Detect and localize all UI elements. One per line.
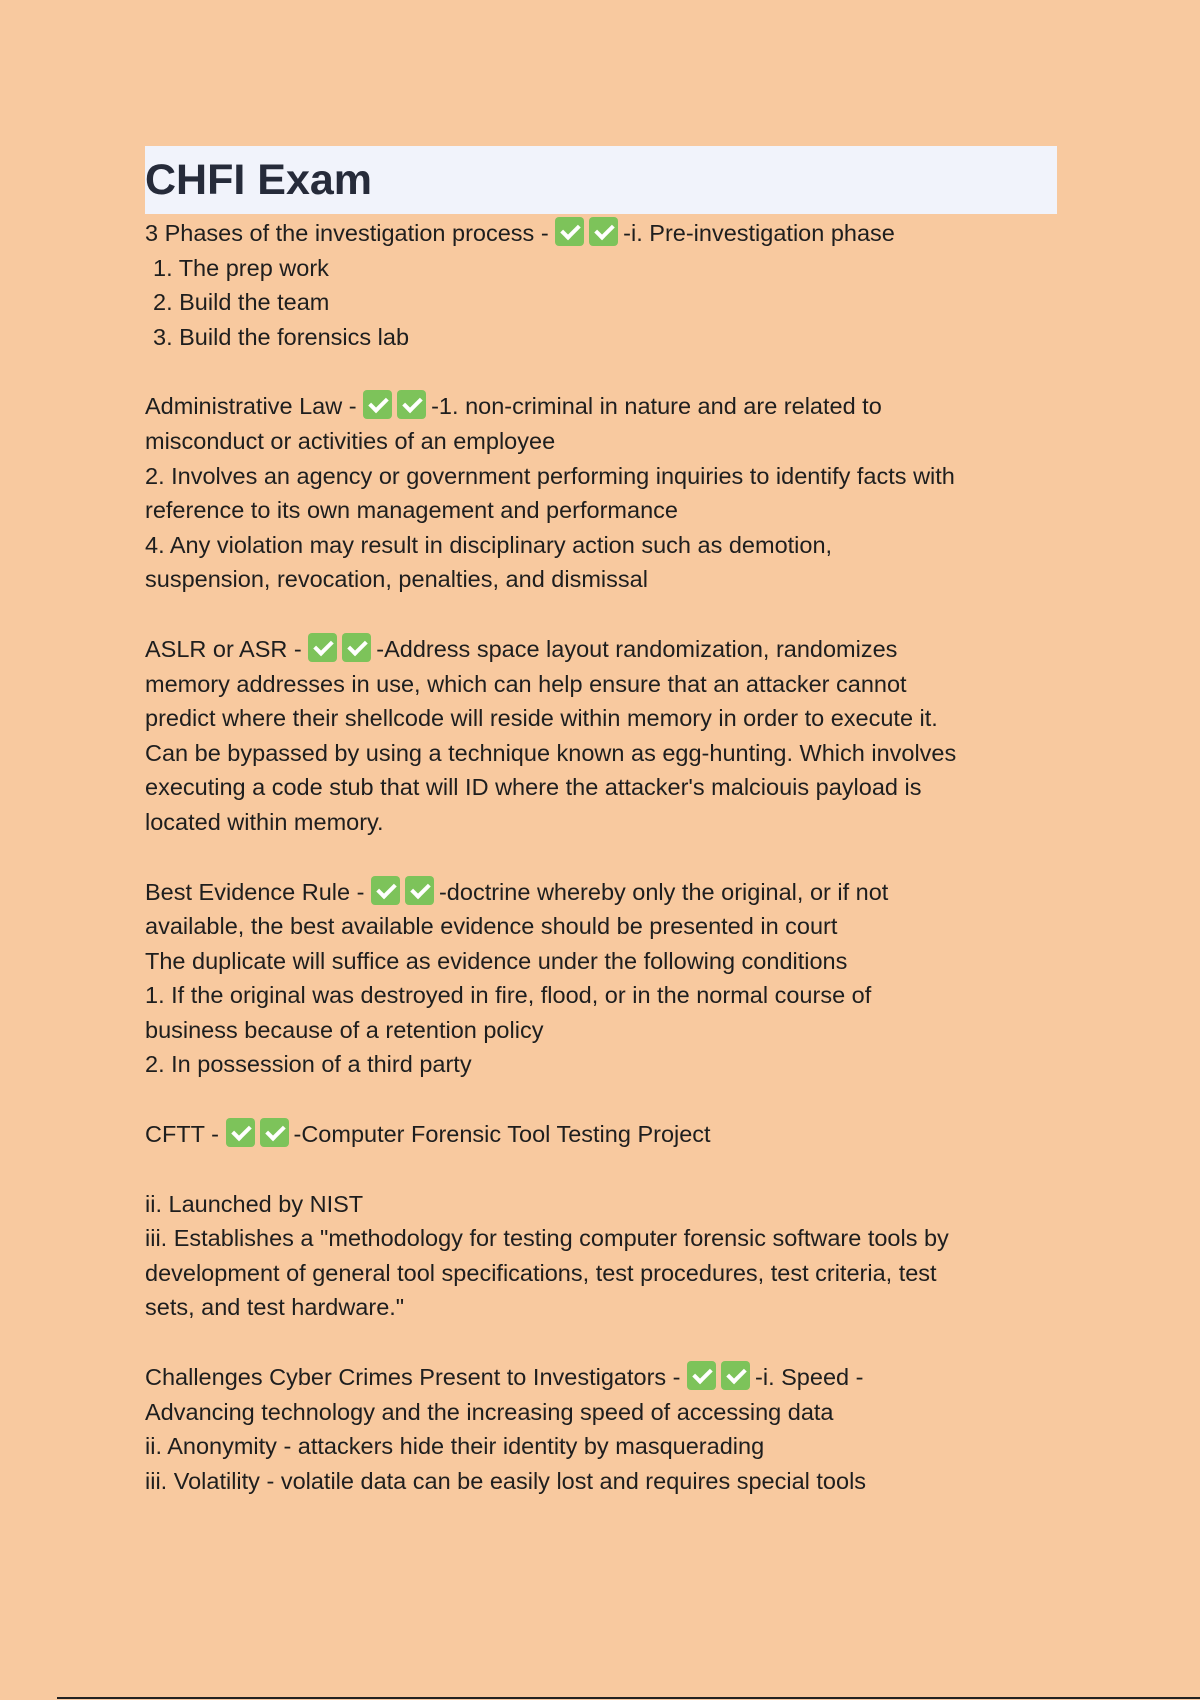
entry-line: ii. Launched by NIST bbox=[145, 1190, 364, 1217]
check-mark-icon bbox=[397, 390, 426, 419]
entry-line: 1. If the original was destroyed in fire, flood, or in the normal course of bbox=[145, 982, 872, 1009]
entry-first-line bbox=[145, 875, 1057, 910]
entry-line: 4. Any violation may result in disciplinary action such as demotion, bbox=[145, 531, 833, 558]
entry-line: available, the best available evidence should be presented in court bbox=[145, 913, 838, 940]
check-mark-icon bbox=[260, 1118, 289, 1147]
flashcard-entry bbox=[145, 1117, 1057, 1152]
entry-term: 3 Phases of the investigation process - bbox=[145, 220, 556, 246]
entry-line: ii. Anonymity - attackers hide their identity by masquerading bbox=[145, 1433, 765, 1460]
entry-line: reference to its own management and performance bbox=[145, 497, 678, 524]
flashcard-entry bbox=[145, 632, 1057, 840]
entry-line: Can be bypassed by using a technique known as egg-hunting. Which involves bbox=[145, 739, 957, 766]
entry-definition-start: -i. Pre-investigation phase bbox=[623, 220, 895, 246]
entry-line: misconduct or activities of an employee bbox=[145, 427, 556, 454]
document-body bbox=[145, 146, 1057, 1533]
entry-line: sets, and test hardware." bbox=[145, 1294, 405, 1321]
entry-line: business because of a retention policy bbox=[145, 1016, 544, 1043]
entry-term: ASLR or ASR - bbox=[145, 635, 309, 662]
entry-line: Advancing technology and the increasing speed of accessing data bbox=[145, 1398, 834, 1425]
entry-definition-start: -i. Speed - bbox=[755, 1364, 864, 1391]
entry-line: 2. Involves an agency or government performing inquiries to identify facts with bbox=[145, 462, 955, 489]
check-mark-icon bbox=[687, 1361, 716, 1390]
entry-line: memory addresses in use, which can help ensure that an attacker cannot bbox=[145, 670, 907, 697]
entry-first-line bbox=[145, 216, 1057, 251]
title-bar bbox=[145, 146, 1057, 214]
check-mark-icon bbox=[555, 217, 584, 246]
flashcard-entry bbox=[145, 1360, 1057, 1498]
entry-term: CFTT - bbox=[145, 1121, 226, 1148]
entry-definition-start: -1. non-criminal in nature and are related to bbox=[431, 393, 882, 420]
flashcard-entry bbox=[145, 216, 1057, 354]
entry-line: executing a code stub that will ID where the attacker's malciouis payload is bbox=[145, 774, 922, 801]
page-title: CHFI Exam bbox=[145, 155, 373, 204]
check-mark-icon bbox=[226, 1118, 255, 1147]
entry-first-line bbox=[145, 1360, 1057, 1395]
check-mark-icon bbox=[371, 876, 400, 905]
entry-line: The duplicate will suffice as evidence under the following conditions bbox=[145, 947, 848, 974]
entry-line: suspension, revocation, penalties, and dismissal bbox=[145, 566, 648, 593]
flashcard-entry bbox=[145, 389, 1057, 597]
check-mark-icon bbox=[589, 217, 618, 246]
check-mark-icon bbox=[721, 1361, 750, 1390]
entry-definition-start: -doctrine whereby only the original, or if not bbox=[438, 878, 889, 905]
entry-line: iii. Establishes a "methodology for testing computer forensic software tools by bbox=[145, 1225, 949, 1252]
entry-line: located within memory. bbox=[145, 808, 384, 835]
entry-line: predict where their shellcode will reside within memory in order to execute it. bbox=[145, 705, 938, 732]
entry-definition-start: -Address space layout randomization, randomizes bbox=[376, 635, 898, 662]
check-mark-icon bbox=[342, 633, 371, 662]
check-mark-icon bbox=[405, 876, 434, 905]
flashcard-entry-continuation bbox=[145, 1187, 1057, 1325]
entry-line: iii. Volatility - volatile data can be easily lost and requires special tools bbox=[145, 1467, 867, 1494]
entry-line: 2. Build the team bbox=[153, 289, 330, 316]
page-bottom-divider bbox=[57, 1697, 1200, 1699]
entry-term: Challenges Cyber Crimes Present to Investigators - bbox=[145, 1364, 688, 1391]
entry-term: Best Evidence Rule - bbox=[145, 878, 371, 905]
entry-term: Administrative Law - bbox=[145, 393, 364, 420]
entry-first-line bbox=[145, 389, 1057, 424]
check-mark-icon bbox=[308, 633, 337, 662]
entry-first-line bbox=[145, 632, 1057, 667]
entry-definition-start: -Computer Forensic Tool Testing Project bbox=[293, 1121, 711, 1148]
entry-line: 1. The prep work bbox=[153, 254, 329, 281]
check-mark-icon bbox=[363, 390, 392, 419]
entry-line: 2. In possession of a third party bbox=[145, 1051, 472, 1078]
flashcard-entry bbox=[145, 875, 1057, 1083]
entry-line: development of general tool specifications, test procedures, test criteria, test bbox=[145, 1259, 937, 1286]
entry-first-line bbox=[145, 1117, 1057, 1152]
entry-line: 3. Build the forensics lab bbox=[153, 323, 410, 350]
